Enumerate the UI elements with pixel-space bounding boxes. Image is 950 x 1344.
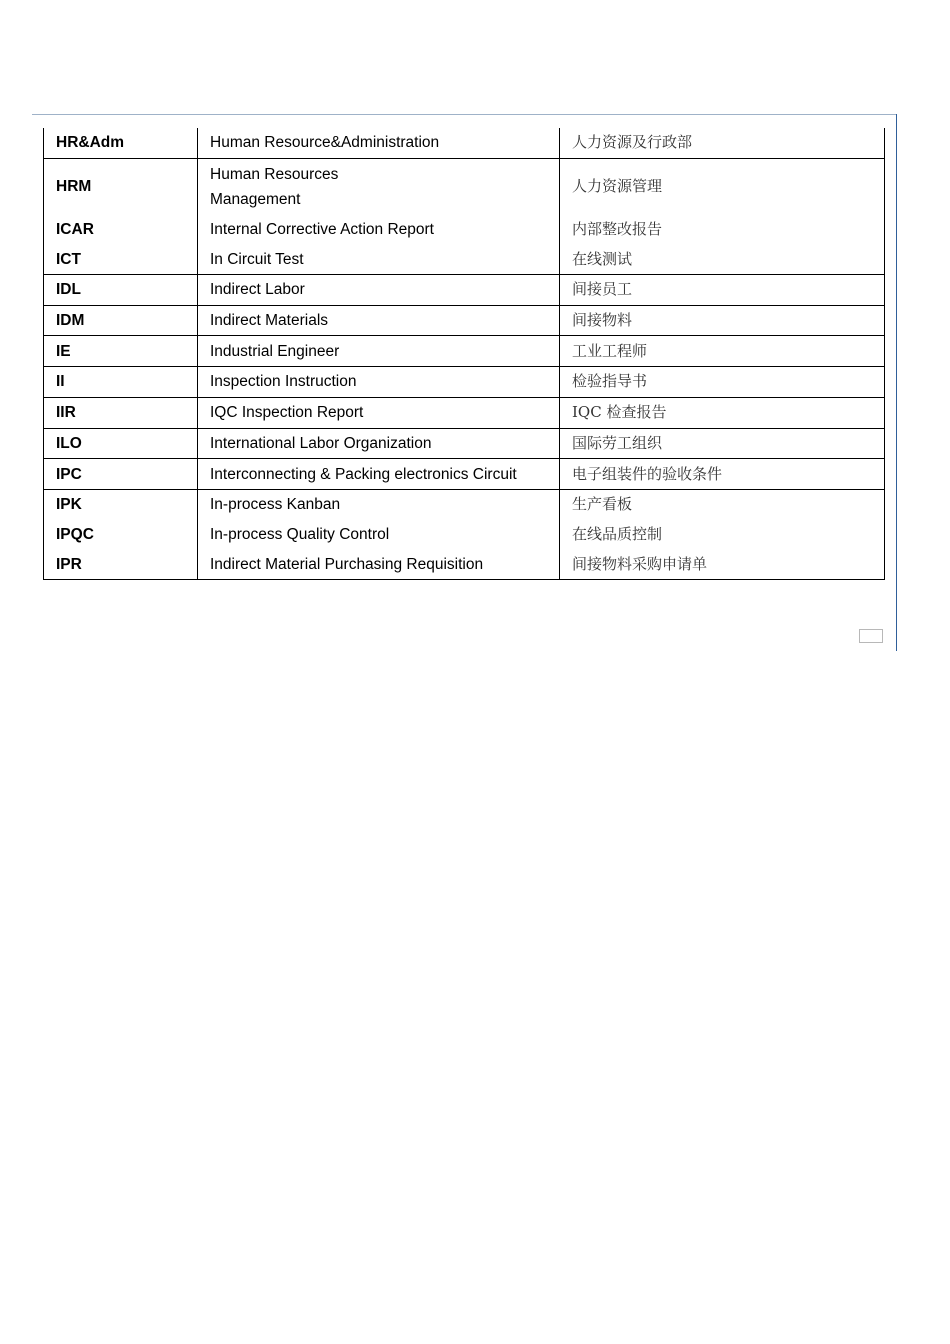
table-row [44,336,885,367]
chinese-term-cell: 内部整改报告 [560,215,885,245]
abbreviation-cell: HRM [44,158,198,215]
abbreviation-cell: HR&Adm [44,128,198,158]
english-term-cell: Human Resource&Administration [198,128,560,158]
english-term-text: Human Resources Management [210,165,339,208]
table-row [44,520,885,550]
english-term-cell: Industrial Engineer [198,336,560,367]
english-term-cell: Indirect Material Purchasing Requisition [198,549,560,579]
english-term-cell: Indirect Materials [198,305,560,336]
table-row [44,128,885,158]
table-row [44,158,885,215]
abbreviation-cell: IPC [44,459,198,490]
english-term-cell: International Labor Organization [198,428,560,459]
abbreviation-glossary-table [43,128,885,580]
table-row [44,428,885,459]
table-row [44,367,885,398]
english-term-cell: Indirect Labor [198,275,560,306]
english-term-cell [198,158,560,215]
abbreviation-cell: IE [44,336,198,367]
table-row [44,549,885,579]
english-term-cell: In-process Quality Control [198,520,560,550]
chinese-term-cell: IQC 检查报告 [560,397,885,428]
chinese-term-cell: 检验指导书 [560,367,885,398]
page-frame-right-border [896,114,897,651]
table-row [44,459,885,490]
table-row [44,275,885,306]
table-row [44,215,885,245]
abbreviation-cell: ICAR [44,215,198,245]
chinese-term-cell: 在线测试 [560,244,885,274]
english-term-cell: In-process Kanban [198,489,560,519]
page-frame-top-border [32,114,896,115]
english-term-cell: In Circuit Test [198,244,560,274]
table-row [44,489,885,519]
abbreviation-cell: IDL [44,275,198,306]
table-row [44,397,885,428]
english-term-cell: Interconnecting & Packing electronics Circuit [198,459,560,490]
chinese-term-cell: 电子组装件的验收条件 [560,459,885,490]
abbreviation-cell: IIR [44,397,198,428]
english-term-cell: Inspection Instruction [198,367,560,398]
chinese-term-cell: 间接物料 [560,305,885,336]
abbreviation-cell: IPQC [44,520,198,550]
table-row [44,244,885,274]
abbreviation-cell: IDM [44,305,198,336]
abbreviation-cell: ILO [44,428,198,459]
abbreviation-cell: IPK [44,489,198,519]
chinese-term-cell: 在线品质控制 [560,520,885,550]
table-row [44,305,885,336]
chinese-term-cell: 国际劳工组织 [560,428,885,459]
abbreviation-cell: IPR [44,549,198,579]
abbreviation-cell: ICT [44,244,198,274]
chinese-term-cell: 工业工程师 [560,336,885,367]
chinese-term-cell: 生产看板 [560,489,885,519]
chinese-term-cell: 人力资源及行政部 [560,128,885,158]
chinese-term-cell: 间接物料采购申请单 [560,549,885,579]
chinese-term-cell: 人力资源管理 [560,158,885,215]
page-number-box [859,629,883,643]
english-term-cell: Internal Corrective Action Report [198,215,560,245]
english-term-cell: IQC Inspection Report [198,397,560,428]
chinese-term-cell: 间接员工 [560,275,885,306]
abbreviation-cell: II [44,367,198,398]
